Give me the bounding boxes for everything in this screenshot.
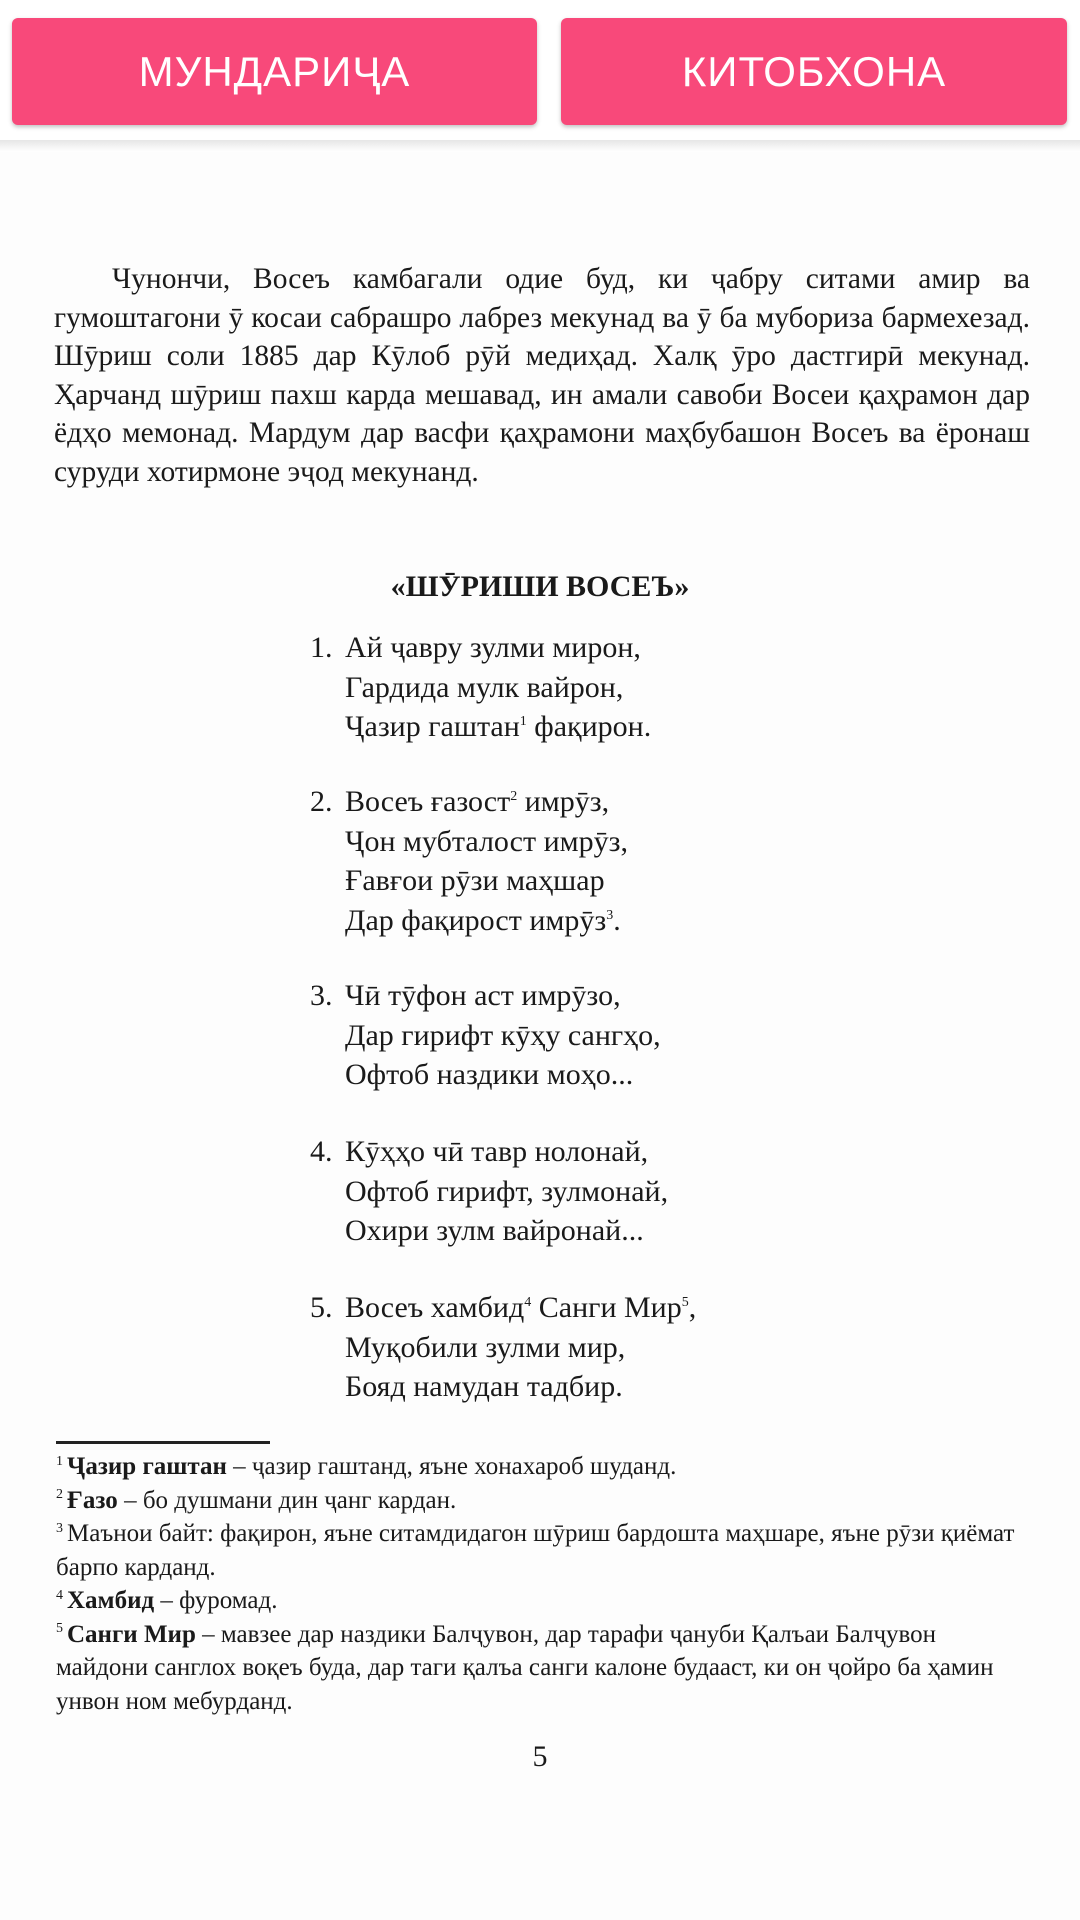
stanza-number: 2. (310, 785, 333, 818)
poem-line: . (613, 903, 621, 937)
stanza-number: 1. (310, 631, 333, 664)
poem-line: Гардида мулк вайрон, (345, 670, 624, 704)
footnote-term: Ҷазир гаштан (67, 1453, 227, 1480)
poem-line: Ғавғои рӯзи маҳшар (345, 864, 605, 897)
footnote-text: – ҷазир гаштанд, яъне хонахароб шуданд. (226, 1453, 677, 1480)
stanza-number: 3. (310, 979, 333, 1012)
poem-line: Санги Мир (538, 1291, 682, 1324)
poem-line: Восеъ ғазост (345, 785, 511, 818)
footnote-text: – мавзее дар наздики Балҷувон, дар тарафи ҷануби Қалъаи Балҷувон майдони санглох воқеъ буда, дар таги қалъа санги калоне будааст, ки он ҷойро ба ҳамин унвон ном мебурданд. (56, 1620, 994, 1715)
stanza-5 (310, 1288, 696, 1407)
footnote (56, 1450, 1030, 1484)
footnote-text: – фуромад. (154, 1587, 278, 1614)
poem-line: фақирон. (534, 710, 652, 743)
footnote-term: Хамбид (67, 1587, 155, 1614)
footnote-number: 3 (56, 1520, 63, 1536)
stanza-4 (310, 1132, 668, 1251)
stanza-number: 5. (310, 1291, 333, 1324)
footnote-number: 4 (56, 1587, 63, 1603)
footnote-term: Санги Мир (67, 1620, 196, 1648)
stanza-3 (310, 976, 661, 1095)
poem-line: Муқобили зулми мир, (345, 1330, 626, 1364)
footnote (56, 1517, 1030, 1584)
poem-line: Офтоб наздики моҳо... (345, 1058, 634, 1091)
footnotes (56, 1450, 1030, 1718)
footnote-ref: 1 (519, 714, 527, 729)
poem-line: Охири зулм вайронай... (345, 1214, 644, 1247)
stanza-number: 4. (310, 1135, 333, 1168)
footnote (56, 1484, 1030, 1518)
poem-line: Ай ҷавру зулми мирон, (345, 631, 641, 664)
footnote-ref: 5 (681, 1295, 689, 1310)
poem-line: Кӯҳҳо чӣ тавр нолонай, (345, 1135, 649, 1168)
toolbar-divider (0, 140, 1080, 152)
footnote-divider (56, 1441, 270, 1444)
footnote-text: – бо душмани дин ҷанг кардан. (117, 1486, 457, 1514)
poem-line: Ҷон мубталост имрӯз, (345, 824, 628, 858)
poem-line: Офтоб гирифт, зулмонай, (345, 1174, 669, 1208)
footnote (56, 1584, 1030, 1618)
top-toolbar (0, 0, 1080, 150)
footnote-number: 2 (56, 1487, 63, 1503)
stanza-2 (310, 782, 628, 940)
poem-line: Дар гирифт кӯҳу сангҳо, (345, 1018, 661, 1052)
footnote-ref: 2 (510, 789, 518, 804)
footnote-ref: 4 (524, 1295, 532, 1310)
intro-paragraph: Чунончи, Восеъ камбагали одие буд, ки ҷабру ситами амир ва гумоштагони ӯ косаи сабрашро лабрез мекунад ва ӯ ба мубориза бармехезад. Шӯриш соли 1885 дар Кӯлоб рӯй медиҳад. Халқ ӯро дастгирӣ мекунад. Ҳарчанд шӯриш пахш карда мешавад, ин амали савоби Восеи қаҳрамон дар ёдҳо мемонад. Мардум дар васфи қаҳрамони маҳбубашон Восеъ ва ёронаш суруди хотирмоне эҷод мекунанд. (54, 263, 1030, 488)
poem-line: Дар фақирост имрӯз (345, 903, 607, 937)
library-button[interactable]: КИТОБХОНА (561, 18, 1067, 125)
footnote-ref: 3 (606, 907, 614, 923)
poem-line: , (688, 1291, 697, 1324)
poem-line: имрӯз, (524, 785, 610, 818)
footnote-term: Ғазо (67, 1486, 118, 1514)
footnote-number: 5 (56, 1621, 63, 1637)
page-number: 5 (532, 1740, 548, 1773)
poem-line: Чӣ тӯфон аст имрӯзо, (345, 979, 621, 1012)
poem-line: Бояд намудан тадбир. (345, 1370, 623, 1403)
contents-button[interactable]: МУНДАРИҶА (12, 18, 537, 125)
stanza-1 (310, 628, 651, 747)
poem-line: Восеъ хамбид (345, 1291, 525, 1324)
footnote (56, 1618, 1030, 1719)
footnote-number: 1 (56, 1453, 63, 1469)
poem-title: «ШӮРИШИ ВОСЕЪ» (390, 570, 690, 603)
poem-line: Ҷазир гаштан (345, 710, 520, 743)
footnote-text: Маънои байт: фақирон, яъне ситамдидагон шӯриш бардошта маҳшаре, яъне рӯзи қиёмат барпо карданд. (56, 1520, 1015, 1581)
book-page[interactable] (0, 152, 1080, 1920)
